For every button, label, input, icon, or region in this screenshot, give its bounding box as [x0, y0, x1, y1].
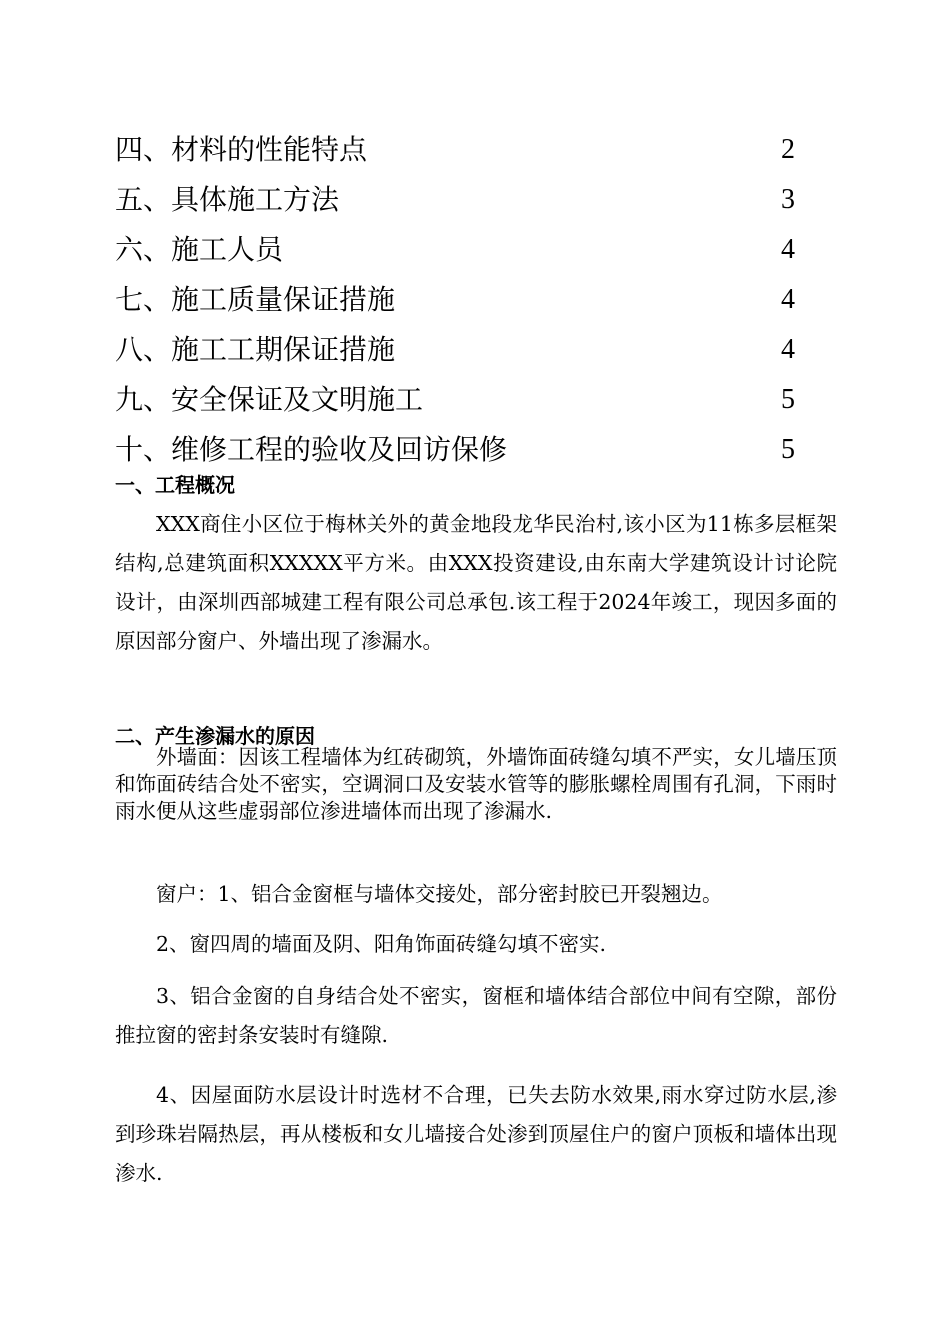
toc-entry[interactable] — [115, 375, 795, 425]
window-cause-2: 2、窗四周的墙面及阴、阳角饰面砖缝勾填不密实. — [156, 932, 607, 956]
overview-paragraph: XXX商住小区位于梅林关外的黄金地段龙华民治村,该小区为11栋多层框架结构,总建筑面积XXXXX平方米。由XXX投资建设,由东南大学建筑设计讨论院设计，由深圳西部城建工程有限公司总承包.该工程于2024年竣工，现因多面的原因部分窗户、外墙出现了渗漏水。 — [115, 512, 837, 653]
toc-entry[interactable] — [115, 225, 795, 275]
toc-entry[interactable] — [115, 325, 795, 375]
toc-entry-label: 十、维修工程的验收及回访保修 — [115, 433, 508, 466]
toc-entry-label: 六、施工人员 — [115, 233, 284, 266]
toc-entry-label: 七、施工质量保证措施 — [115, 283, 396, 316]
table-of-contents — [115, 125, 795, 475]
toc-entry-page: 4 — [781, 334, 795, 365]
toc-entry-page: 5 — [781, 434, 795, 465]
toc-entry-label: 九、安全保证及文明施工 — [115, 383, 424, 416]
toc-entry-label: 八、施工工期保证措施 — [115, 333, 396, 366]
toc-entry-label: 五、具体施工方法 — [115, 183, 340, 216]
section-heading-leak-causes: 二、产生渗漏水的原因 — [115, 724, 315, 748]
toc-entry-page: 3 — [781, 184, 795, 215]
toc-entry[interactable] — [115, 275, 795, 325]
toc-entry-page: 2 — [781, 134, 795, 165]
toc-entry-page: 4 — [781, 284, 795, 315]
exterior-wall-paragraph: 外墙面：因该工程墙体为红砖砌筑，外墙饰面砖缝勾填不严实，女儿墙压顶和饰面砖结合处不密实，空调洞口及安装水管等的膨胀螺栓周围有孔洞，下雨时雨水便从这些虚弱部位渗进墙体而出现了渗漏水. — [115, 745, 837, 823]
toc-entry-label: 四、材料的性能特点 — [115, 133, 368, 166]
toc-entry-page: 5 — [781, 384, 795, 415]
toc-entry[interactable] — [115, 175, 795, 225]
window-cause-4: 4、因屋面防水层设计时选材不合理，已失去防水效果,雨水穿过防水层,渗到珍珠岩隔热层，再从楼板和女儿墙接合处渗到顶屋住户的窗户顶板和墙体出现渗水. — [115, 1083, 837, 1185]
toc-entry-page: 4 — [781, 234, 795, 265]
toc-entry[interactable] — [115, 125, 795, 175]
window-cause-1: 窗户：1、铝合金窗框与墙体交接处，部分密封胶已开裂翘边。 — [156, 882, 723, 906]
section-heading-overview: 一、工程概况 — [115, 473, 235, 497]
toc-entry[interactable] — [115, 425, 795, 475]
window-cause-3: 3、铝合金窗的自身结合处不密实，窗框和墙体结合部位中间有空隙，部份推拉窗的密封条安装时有缝隙. — [115, 984, 837, 1047]
